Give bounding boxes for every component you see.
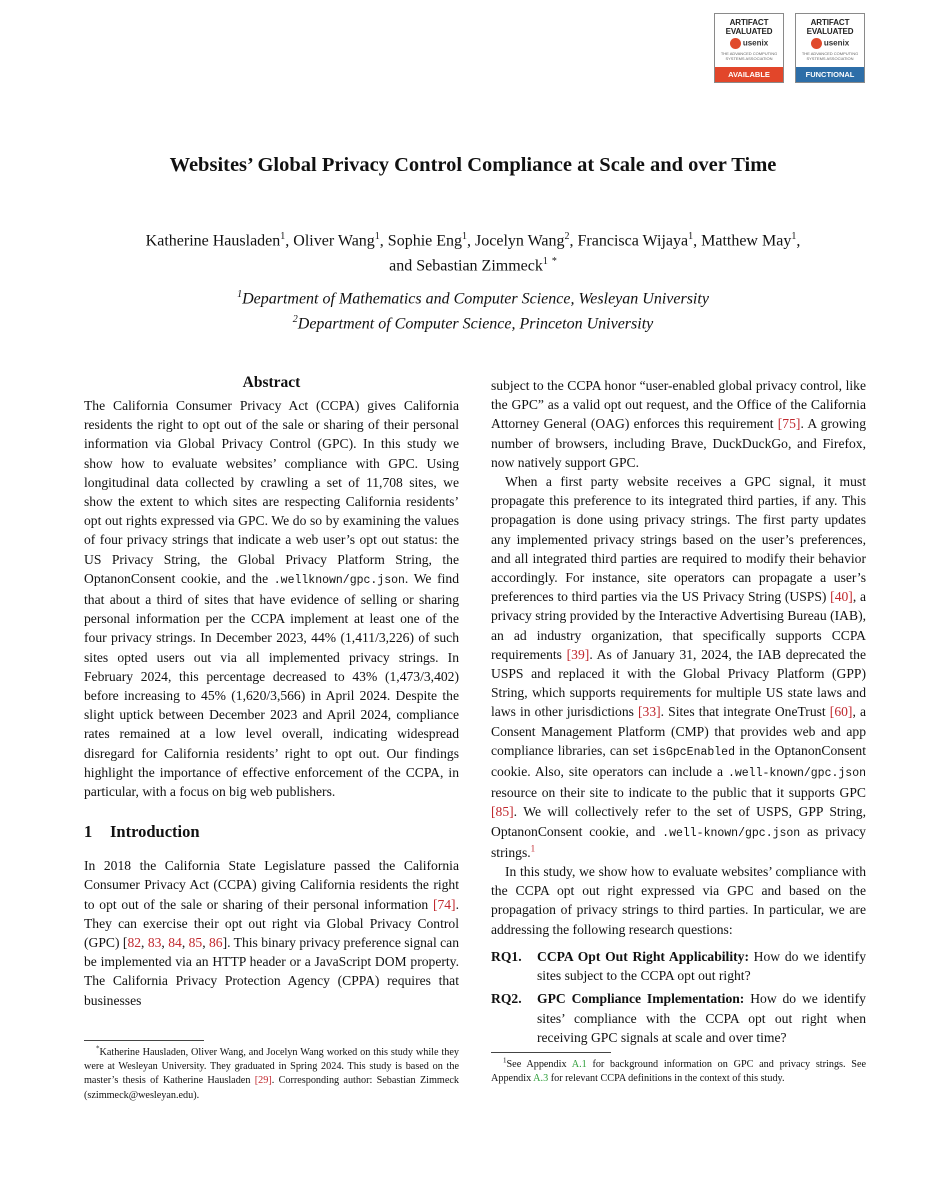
citation-link[interactable]: [60] [829,704,853,720]
footnote-author-note: *Katherine Hausladen, Oliver Wang, and Jocelyn Wang worked on this study while they were at Wesleyan University. They graduated in Spring 2024. This study is based on the master’s thesis of Katherine Hausladen [29]. Corresponding author: Sebastian Zimmeck (szimmeck@wesleyan.edu). [84,1044,459,1101]
paper-title: Websites’ Global Privacy Control Compliance at Scale and over Time [169,154,777,176]
affiliation-2: $^2$Department of Computer Science, Princeton University [292,314,654,333]
author-list: Katherine Hausladen$^1$, Oliver Wang$^1$, Sophie Eng$^1$, Jocelyn Wang$^2$, Francisca Wijaya$^1$, Matthew May$^1$, and Sebastian Zimmeck$^1$ * [145,231,801,275]
usenix-logo: usenix [796,38,864,49]
rq-label: RQ2. [491,991,522,1007]
rq-label: RQ1. [491,948,522,964]
citation-link[interactable]: 84 [168,935,182,951]
citation-link[interactable]: [39] [566,646,590,662]
citation-link[interactable]: [40] [830,589,853,605]
abstract-text: The California Consumer Privacy Act (CCPA) gives California residents the right to opt out of the sale or sharing of their personal information via Global Privacy Control (GPC). In this study we show how to evaluate websites’ compliance with GPC. Using longitudinal data collected by crawling a set of 11,708 sites, we show the extent to which sites are respecting California residents’ opt out rights expressed via GPC. We do so by examining the values of four privacy strings that indicate a web user’s opt out status: the US Privacy String, the Global Privacy Platform String, the OptanonConsent cookie, and the .wellknown/gpc.json. We find that about a third of sites that have evidence of selling or sharing personal information per the CCPA implement at least one of the four privacy strings. In December 2023, 44% (1,411/3,226) of such sites opted users out via all implemented privacy strings. In February 2024, this percentage decreased to 43% (1,473/3,402) before increasing to 45% (1,620/3,566) in April 2024. Despite the slight uptick between December 2023 and April 2024, compliance rates remained at a low level overall, indicating widespread disregard for California residents’ right to opt out. Our findings highlight the importance of effective enforcement of the CCPA, in particular, with a focus on big web publishers. [84,398,459,800]
badge-ribbon-functional: FUNCTIONAL [796,67,864,82]
badge-heading: ARTIFACT EVALUATED [806,18,854,36]
right-paragraph-2: When a first party website receives a GPC signal, it must propagate this preference to its integrated third parties, if any. This propagation is done using privacy strings. The first party updates any implemented privacy strings based on the user’s preferences, and all integrated third parties are required to modify their behavior accordingly. For instance, site operators can propagate a user’s preferences to third parties via the US Privacy String (USPS) [40], a privacy string provided by the Interactive Advertising Bureau (IAB), an ad industry organization, that specifically supports CCPA requirements [39]. As of January 31, 2024, the IAB deprecated the USPS and replaced it with the Global Privacy Platform (GPP) String, which supports requirements for multiple US state laws and laws in other jurisdictions [33]. Sites that integrate OneTrust [60], a Consent Management Platform (CMP) that provides web and app compliance libraries, can set isGpcEnabled in the OptanonConsent cookie. Also, site operators can include a .well-known/gpc.json resource on their site to indicate to the public that it supports GPC [85]. We will collectively refer to the set of USPS, GPP String, OptanonConsent cookie, and .well-known/gpc.json as privacy strings.$^1$ [491,474,866,860]
footnote-rule [84,1040,204,1041]
right-paragraph-3: In this study, we show how to evaluate websites’ compliance with the CCPA opt out right expressed via GPC and based on the propagation of privacy strings to third parties. In particular, we are addressing the following research questions: [491,864,866,937]
usenix-logo: usenix [715,38,783,49]
footnote-ref-link[interactable]: 1 [530,843,536,854]
abstract-heading: Abstract [242,374,301,391]
footnote-right [491,1052,866,1086]
research-question-1 [491,947,866,985]
artifact-available-badge [714,13,784,83]
intro-paragraph: In 2018 the California State Legislature passed the California Consumer Privacy Act (CCPA) giving California residents the right to opt out of the sale or sharing of their personal information [74]. They can exercise their opt out right via Global Privacy Control (GPC) [82, 83, 84, 85, 86]. This binary privacy preference signal can be implemented via an HTTP header or a JavaScript DOM property. The California Privacy Protection Agency (CPPA) requires that businesses [84,858,459,1008]
usenix-swirl-icon [811,38,822,49]
appendix-link[interactable]: A.3 [533,1073,549,1085]
left-column [84,372,459,1010]
citation-link[interactable]: [33] [638,704,661,720]
badge-ribbon-available: AVAILABLE [715,67,783,82]
research-question-2 [491,989,866,1047]
affiliation-1: $^1$Department of Mathematics and Computer Science, Wesleyan University [237,289,709,308]
rq-body: CCPA Opt Out Right Applicability: How do we identify sites subject to the CCPA opt out right? [537,948,866,984]
section-heading-introduction: 1 Introduction [84,822,200,842]
citation-link[interactable]: [85] [491,804,514,820]
badge-assoc-text: THE ADVANCED COMPUTING SYSTEMS ASSOCIATION [801,51,859,61]
usenix-swirl-icon [730,38,741,49]
citation-link[interactable]: 85 [188,935,203,951]
footnote-left [84,1040,459,1103]
right-paragraph-1: subject to the CCPA honor “user-enabled global privacy control, like the GPC” as a valid opt out request, and the Office of the California Attorney General (OAG) enforces this requirement [75]. A growing number of browsers, including Brave, DuckDuckGo, and Firefox, now natively support GPC. [491,378,866,470]
citation-link[interactable]: 82 [127,935,142,951]
right-column [491,376,866,1047]
citation-link[interactable]: [75] [777,416,801,432]
badge-heading: ARTIFACT EVALUATED [725,18,773,36]
rq-body: GPC Compliance Implementation: How do we identify sites’ compliance with the CCPA opt out right when receiving GPC signals at scale and over time? [537,991,866,1045]
appendix-link[interactable]: A.1 [571,1059,587,1070]
citation-link[interactable]: [29] [254,1075,272,1087]
footnote-rule [491,1052,611,1053]
citation-link[interactable]: 83 [147,935,162,951]
affiliations [0,284,946,335]
citation-link[interactable]: [74] [432,896,456,912]
citation-link[interactable]: 86 [209,935,223,951]
badge-assoc-text: THE ADVANCED COMPUTING SYSTEMS ASSOCIATION [720,51,778,61]
footnote-1: $^1$See Appendix A.1 for background information on GPC and privacy strings. See Appendix A.3 for relevant CCPA definitions in the context of this study. [491,1056,866,1085]
artifact-functional-badge [795,13,865,83]
